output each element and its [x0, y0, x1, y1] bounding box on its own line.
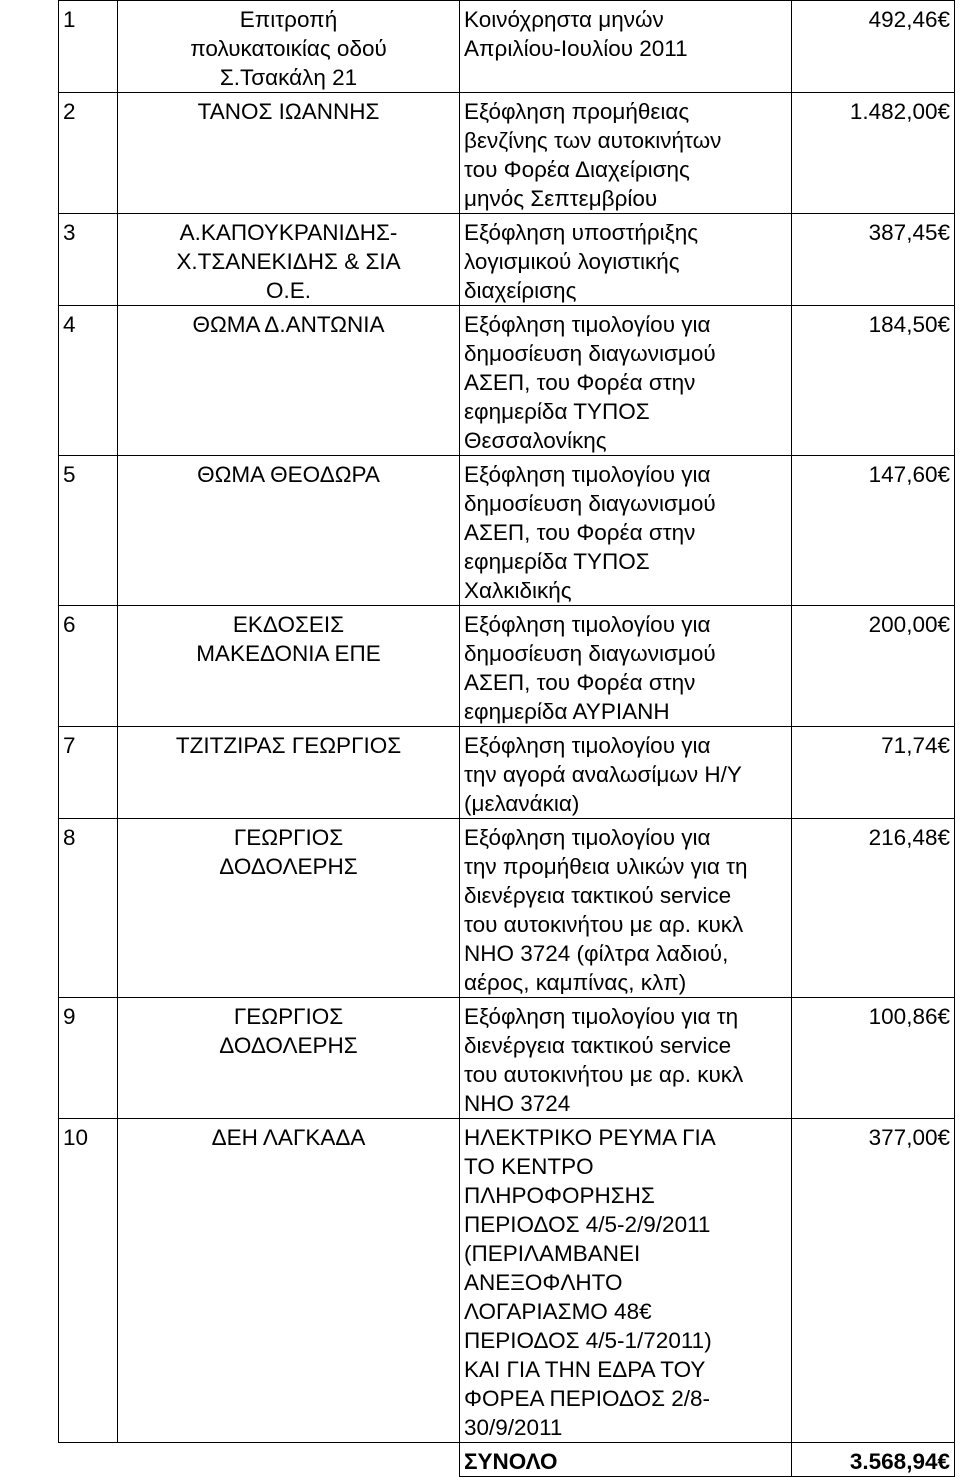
row-number: 3 [59, 214, 118, 306]
table-row [59, 819, 955, 998]
payee-name: ΘΩΜΑ Δ.ΑΝΤΩΝΙΑ [118, 306, 460, 456]
expense-description: Εξόφληση τιμολογίου για τη διενέργεια τακτικού service του αυτοκινήτου με αρ. κυκλ ΝΗΟ 3724 [460, 998, 792, 1119]
expenses-table [58, 0, 955, 1477]
row-number: 6 [59, 606, 118, 727]
expense-description: Εξόφληση τιμολογίου για δημοσίευση διαγωνισμού ΑΣΕΠ, του Φορέα στην εφημερίδα ΑΥΡΙΑΝΗ [460, 606, 792, 727]
row-number: 10 [59, 1119, 118, 1443]
expense-description: Εξόφληση προμήθειας βενζίνης των αυτοκινήτων του Φορέα Διαχείρισης μηνός Σεπτεμβρίου [460, 93, 792, 214]
row-number: 7 [59, 727, 118, 819]
total-amount: 3.568,94€ [792, 1443, 955, 1477]
row-number: 5 [59, 456, 118, 606]
expense-amount: 377,00€ [792, 1119, 955, 1443]
payee-name: ΤΖΙΤΖΙΡΑΣ ΓΕΩΡΓΙΟΣ [118, 727, 460, 819]
table-row [59, 214, 955, 306]
payee-name: Επιτροπή πολυκατοικίας οδού Σ.Τσακάλη 21 [118, 1, 460, 93]
row-number: 9 [59, 998, 118, 1119]
row-number: 2 [59, 93, 118, 214]
table-row [59, 1, 955, 93]
expense-amount: 100,86€ [792, 998, 955, 1119]
payee-name: ΘΩΜΑ ΘΕΟΔΩΡΑ [118, 456, 460, 606]
row-number: 4 [59, 306, 118, 456]
table-row [59, 456, 955, 606]
expense-amount: 387,45€ [792, 214, 955, 306]
expense-description: ΗΛΕΚΤΡΙΚΟ ΡΕΥΜΑ ΓΙΑ ΤΟ ΚΕΝΤΡΟ ΠΛΗΡΟΦΟΡΗΣΗΣ ΠΕΡΙΟΔΟΣ 4/5-2/9/2011 (ΠΕΡΙΛΑΜΒΑΝΕΙ ΑΝΕΞΟΦΛΗΤΟ ΛΟΓΑΡΙΑΣΜΟ 48€ ΠΕΡΙΟΔΟΣ 4/5-1/72011) ΚΑΙ ΓΙΑ ΤΗΝ ΕΔΡΑ ΤΟΥ ΦΟΡΕΑ ΠΕΡΙΟΔΟΣ 2/8- 30/9/2011 [460, 1119, 792, 1443]
expense-description: Κοινόχρηστα μηνών Απριλίου-Ιουλίου 2011 [460, 1, 792, 93]
expense-description: Εξόφληση τιμολογίου για δημοσίευση διαγωνισμού ΑΣΕΠ, του Φορέα στην εφημερίδα ΤΥΠΟΣ Χαλκιδικής [460, 456, 792, 606]
table-row [59, 606, 955, 727]
row-number: 1 [59, 1, 118, 93]
expense-amount: 147,60€ [792, 456, 955, 606]
expense-description: Εξόφληση υποστήριξης λογισμικού λογιστικής διαχείρισης [460, 214, 792, 306]
expense-amount: 216,48€ [792, 819, 955, 998]
payee-name: ΕΚΔΟΣΕΙΣ ΜΑΚΕΔΟΝΙΑ ΕΠΕ [118, 606, 460, 727]
expense-amount: 1.482,00€ [792, 93, 955, 214]
expense-description: Εξόφληση τιμολογίου για την προμήθεια υλικών για τη διενέργεια τακτικού service του αυτοκινήτου με αρ. κυκλ ΝΗΟ 3724 (φίλτρα λαδιού, αέρος, καμπίνας, κλπ) [460, 819, 792, 998]
expense-description: Εξόφληση τιμολογίου για την αγορά αναλωσίμων Η/Υ (μελανάκια) [460, 727, 792, 819]
total-label: ΣΥΝΟΛΟ [460, 1443, 792, 1477]
row-number: 8 [59, 819, 118, 998]
expenses-table-body [59, 1, 955, 1477]
expense-amount: 492,46€ [792, 1, 955, 93]
total-spacer [59, 1443, 460, 1477]
expense-amount: 200,00€ [792, 606, 955, 727]
payee-name: ΓΕΩΡΓΙΟΣ ΔΟΔΟΛΕΡΗΣ [118, 819, 460, 998]
table-row [59, 306, 955, 456]
total-row [59, 1443, 955, 1477]
expense-description: Εξόφληση τιμολογίου για δημοσίευση διαγωνισμού ΑΣΕΠ, του Φορέα στην εφημερίδα ΤΥΠΟΣ Θεσσαλονίκης [460, 306, 792, 456]
payee-name: Α.ΚΑΠΟΥΚΡΑΝΙΔΗΣ- Χ.ΤΣΑΝΕΚΙΔΗΣ & ΣΙΑ Ο.Ε. [118, 214, 460, 306]
payee-name: ΓΕΩΡΓΙΟΣ ΔΟΔΟΛΕΡΗΣ [118, 998, 460, 1119]
table-row [59, 93, 955, 214]
expense-amount: 184,50€ [792, 306, 955, 456]
payee-name: ΔΕΗ ΛΑΓΚΑΔΑ [118, 1119, 460, 1443]
table-row [59, 1119, 955, 1443]
table-row [59, 727, 955, 819]
table-row [59, 998, 955, 1119]
expense-amount: 71,74€ [792, 727, 955, 819]
payee-name: ΤΑΝΟΣ ΙΩΑΝΝΗΣ [118, 93, 460, 214]
